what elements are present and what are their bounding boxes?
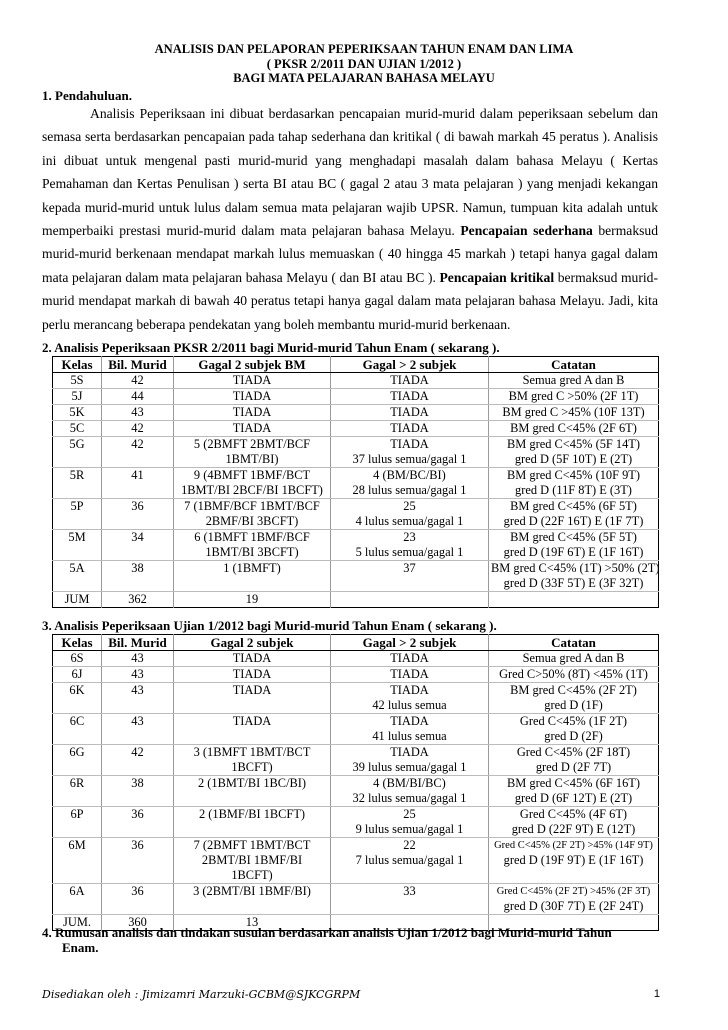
- cell-gagal-lebih-2: [331, 884, 489, 915]
- para-bold-sederhana: Pencapaian sederhana: [460, 223, 593, 239]
- cell-kelas: 5M: [53, 530, 102, 561]
- table-header-row: [53, 635, 659, 651]
- cell-catatan-line: gred D (30F 7T) E (2F 24T): [503, 899, 644, 913]
- section-4-heading: [42, 925, 662, 955]
- table-row: [53, 437, 659, 468]
- section-2-heading: 2. Analisis Peperiksaan PKSR 2/2011 bagi Murid-murid Tahun Enam ( sekarang ).: [42, 340, 500, 355]
- cell-gagal-2-line: 2BMF/BI 3BCFT): [205, 514, 299, 528]
- cell-bil-murid: 36: [102, 499, 174, 530]
- cell-gagal-2: [174, 468, 331, 499]
- cell-gagal-lebih-2-line: TIADA: [390, 667, 429, 681]
- cell-bil-murid: 42: [102, 373, 174, 389]
- title-line-2: ( PKSR 2/2011 DAN UJIAN 1/2012 ): [266, 56, 462, 71]
- cell-bil-murid: 34: [102, 530, 174, 561]
- cell-gagal-lebih-2-line: TIADA: [390, 714, 429, 728]
- cell-gagal-lebih-2: [331, 667, 489, 683]
- cell-gagal-lebih-2-line: TIADA: [390, 745, 429, 759]
- cell-gagal-2-line: 1BMT/BI 3BCFT): [205, 545, 299, 559]
- para-text-b: bermaksud murid-murid berkenaan mendapat markah lulus memuaskan ( 40 hingga 45 markah ) tetapi hanya gagal dalam mata pelajaran dalam mata pelajaran bahasa Melayu ( dan BI atau BC ).: [42, 223, 658, 285]
- cell-gagal-lebih-2-line: 4 lulus semua/gagal 1: [355, 514, 464, 528]
- cell-catatan: [489, 468, 659, 499]
- cell-gagal-lebih-2: [331, 421, 489, 437]
- cell-catatan-line: Gred C<45% (2F 18T): [516, 745, 631, 759]
- cell-kelas: 6R: [53, 776, 102, 807]
- cell-gagal-lebih-2-line: 4 (BM/BI/BC): [373, 776, 446, 790]
- cell-gagal-lebih-2-line: 25: [403, 807, 416, 821]
- table-row: [53, 530, 659, 561]
- table-row: [53, 745, 659, 776]
- col-bil-murid: Bil. Murid: [102, 635, 174, 651]
- table-header-row: [53, 357, 659, 373]
- cell-gagal-lebih-2-line: 4 (BM/BC/BI): [373, 468, 446, 482]
- cell-gagal-lebih-2-line: 33: [403, 884, 416, 898]
- total-cell-catatan: [489, 592, 659, 608]
- cell-bil-murid: 42: [102, 421, 174, 437]
- cell-gagal-2-line: TIADA: [232, 421, 272, 435]
- cell-gagal-2-line: 5 (2BMFT 2BMT/BCF: [193, 437, 311, 451]
- cell-gagal-2-line: TIADA: [232, 667, 272, 681]
- cell-catatan: [489, 405, 659, 421]
- cell-catatan-line: gred D (22F 9T) E (12T): [511, 822, 636, 836]
- cell-gagal-2-line: 3 (1BMFT 1BMT/BCT: [193, 745, 311, 759]
- cell-catatan-line: gred D (5F 10T) E (2T): [514, 452, 633, 466]
- cell-gagal-lebih-2: [331, 807, 489, 838]
- cell-gagal-2: [174, 530, 331, 561]
- cell-catatan-line: gred D (6F 12T) E (2T): [514, 791, 633, 805]
- table-row: [53, 714, 659, 745]
- cell-gagal-lebih-2-line: TIADA: [390, 389, 429, 403]
- cell-gagal-lebih-2: [331, 530, 489, 561]
- cell-catatan-line: BM gred C<45% (6F 5T): [510, 499, 637, 513]
- cell-bil-murid: 44: [102, 389, 174, 405]
- cell-gagal-2-line: 1BMT/BI): [225, 452, 279, 466]
- cell-gagal-lebih-2-line: 32 lulus semua/gagal 1: [352, 791, 467, 805]
- cell-gagal-lebih-2: [331, 389, 489, 405]
- cell-catatan-line: Gred C>50% (8T) <45% (1T): [499, 667, 648, 681]
- table-row: [53, 421, 659, 437]
- cell-gagal-lebih-2-line: 28 lulus semua/gagal 1: [352, 483, 467, 497]
- col-gagal-lebih-2: Gagal > 2 subjek: [331, 357, 489, 373]
- col-kelas: Kelas: [53, 357, 102, 373]
- cell-kelas: 5S: [53, 373, 102, 389]
- col-gagal-lebih-2: Gagal > 2 subjek: [331, 635, 489, 651]
- cell-gagal-lebih-2-line: 25: [403, 499, 416, 513]
- cell-gagal-lebih-2-line: TIADA: [390, 437, 429, 451]
- cell-gagal-2: [174, 884, 331, 915]
- pksr-analysis-table: [52, 356, 659, 608]
- cell-kelas: 6P: [53, 807, 102, 838]
- cell-gagal-lebih-2-line: TIADA: [390, 683, 429, 697]
- section-1-paragraph: [42, 102, 658, 336]
- cell-gagal-2: [174, 421, 331, 437]
- cell-bil-murid: 43: [102, 405, 174, 421]
- cell-gagal-2: [174, 651, 331, 667]
- cell-gagal-lebih-2-line: 23: [403, 530, 416, 544]
- table-row: [53, 807, 659, 838]
- cell-gagal-lebih-2: [331, 561, 489, 592]
- cell-gagal-lebih-2: [331, 373, 489, 389]
- cell-gagal-2-line: TIADA: [232, 373, 272, 387]
- table-row: [53, 651, 659, 667]
- cell-gagal-lebih-2-line: 39 lulus semua/gagal 1: [352, 760, 467, 774]
- table-row: [53, 884, 659, 915]
- cell-catatan-line: gred D (11F 8T) E (3T): [515, 483, 632, 497]
- cell-bil-murid: 36: [102, 838, 174, 884]
- cell-gagal-2: [174, 776, 331, 807]
- cell-catatan-line: BM gred C >50% (2F 1T): [508, 389, 639, 403]
- cell-gagal-2-line: TIADA: [232, 389, 272, 403]
- cell-bil-murid: 41: [102, 468, 174, 499]
- cell-gagal-lebih-2: [331, 405, 489, 421]
- cell-catatan-line: gred D (2F 7T): [535, 760, 612, 774]
- para-text-c: bermaksud murid-murid mendapat markah di bawah 40 peratus tetapi hanya gagal dalam mata pelajaran bahasa Melayu. Jadi, kita perlu merancang beberapa pendekatan yang boleh membantu murid-murid berkenaan.: [42, 269, 658, 332]
- cell-catatan-line: BM gred C >45% (10F 13T): [502, 405, 645, 419]
- cell-catatan: [489, 373, 659, 389]
- cell-catatan-line: gred D (19F 9T) E (1F 16T): [503, 853, 644, 867]
- section-4-heading-line-1: 4. Rumusan analisis dan tindakan susulan berdasarkan analisis Ujian 1/2012 bagi Murid-murid Tahun: [42, 925, 612, 940]
- cell-kelas: 5J: [53, 389, 102, 405]
- cell-gagal-lebih-2-line: 42 lulus semua: [372, 698, 447, 712]
- cell-catatan-line: BM gred C<45% (5F 5T): [510, 530, 637, 544]
- total-cell-bil-murid: 362: [102, 592, 174, 608]
- cell-gagal-2-line: 1BMT/BI 2BCF/BI 1BCFT): [181, 483, 323, 497]
- cell-catatan: [489, 745, 659, 776]
- cell-catatan-line: gred D (33F 5T) E (3F 32T): [503, 576, 644, 590]
- cell-catatan-line: gred D (19F 6T) E (1F 16T): [503, 545, 644, 559]
- title-line-1: ANALISIS DAN PELAPORAN PEPERIKSAAN TAHUN ENAM DAN LIMA: [154, 42, 574, 56]
- section-3-heading: 3. Analisis Peperiksaan Ujian 1/2012 bagi Murid-murid Tahun Enam ( sekarang ).: [42, 618, 497, 633]
- section-1-heading: 1. Pendahuluan.: [42, 88, 132, 103]
- cell-catatan-line: gred D (22F 16T) E (1F 7T): [503, 514, 644, 528]
- cell-gagal-2-line: 7 (1BMF/BCF 1BMT/BCF: [184, 499, 320, 513]
- title-line-3: BAGI MATA PELAJARAN BAHASA MELAYU: [233, 71, 495, 85]
- cell-gagal-2-line: 7 (2BMFT 1BMT/BCT: [193, 838, 311, 852]
- table-row: [53, 776, 659, 807]
- page-footer: [42, 988, 660, 1001]
- cell-gagal-2: [174, 405, 331, 421]
- cell-gagal-2: [174, 667, 331, 683]
- cell-bil-murid: 43: [102, 667, 174, 683]
- cell-gagal-lebih-2-line: 41 lulus semua: [372, 729, 447, 743]
- cell-gagal-2-line: TIADA: [232, 714, 272, 728]
- cell-catatan: [489, 838, 659, 884]
- cell-gagal-2: [174, 714, 331, 745]
- cell-gagal-lebih-2: [331, 683, 489, 714]
- cell-gagal-2: [174, 838, 331, 884]
- cell-bil-murid: 36: [102, 884, 174, 915]
- cell-catatan-line: gred D (2F): [544, 729, 603, 743]
- cell-catatan-line: Gred C<45% (1F 2T): [519, 714, 628, 728]
- section-4-heading-line-2: Enam.: [62, 940, 99, 955]
- cell-catatan: [489, 807, 659, 838]
- cell-catatan: [489, 499, 659, 530]
- cell-kelas: 5R: [53, 468, 102, 499]
- cell-gagal-lebih-2: [331, 651, 489, 667]
- table-row: [53, 405, 659, 421]
- table-row: [53, 667, 659, 683]
- para-bold-kritikal: Pencapaian kritikal: [439, 269, 555, 285]
- cell-gagal-2: [174, 807, 331, 838]
- cell-catatan-line: BM gred C<45% (2F 2T): [510, 683, 637, 697]
- cell-gagal-2-line: TIADA: [232, 651, 272, 665]
- cell-catatan-line: Semua gred A dan B: [522, 373, 625, 387]
- cell-kelas: 6S: [53, 651, 102, 667]
- cell-gagal-lebih-2: [331, 714, 489, 745]
- cell-gagal-2-line: TIADA: [232, 405, 272, 419]
- cell-kelas: 6G: [53, 745, 102, 776]
- cell-kelas: 6K: [53, 683, 102, 714]
- cell-gagal-lebih-2-line: 37: [403, 561, 416, 575]
- cell-gagal-2-line: 1BCFT): [231, 760, 273, 774]
- cell-gagal-lebih-2-line: TIADA: [390, 373, 429, 387]
- cell-gagal-2-line: TIADA: [232, 683, 272, 697]
- cell-gagal-lebih-2-line: 37 lulus semua/gagal 1: [352, 452, 467, 466]
- cell-gagal-lebih-2-line: 22: [403, 838, 416, 852]
- total-cell-kelas: JUM: [53, 592, 102, 608]
- cell-catatan: [489, 714, 659, 745]
- cell-gagal-lebih-2: [331, 468, 489, 499]
- total-cell-gagal-lebih-2: [331, 592, 489, 608]
- cell-gagal-lebih-2-line: TIADA: [390, 651, 429, 665]
- cell-bil-murid: 43: [102, 714, 174, 745]
- cell-gagal-2-line: 1BCFT): [231, 868, 273, 882]
- table-row: [53, 373, 659, 389]
- cell-catatan-line: BM gred C<45% (5F 14T): [507, 437, 640, 451]
- cell-bil-murid: 42: [102, 745, 174, 776]
- table-row: [53, 468, 659, 499]
- cell-gagal-lebih-2-line: 9 lulus semua/gagal 1: [355, 822, 464, 836]
- cell-catatan-line: Gred C<45% (2F 2T) >45% (14F 9T): [494, 840, 653, 851]
- cell-catatan-line: BM gred C<45% (10F 9T): [507, 468, 640, 482]
- cell-gagal-2: [174, 745, 331, 776]
- cell-catatan: [489, 437, 659, 468]
- table-row: [53, 561, 659, 592]
- cell-gagal-lebih-2-line: TIADA: [390, 421, 429, 435]
- cell-gagal-lebih-2: [331, 838, 489, 884]
- cell-gagal-lebih-2: [331, 776, 489, 807]
- page-number: 1: [653, 988, 660, 1000]
- cell-catatan-line: Semua gred A dan B: [522, 651, 625, 665]
- cell-kelas: 5K: [53, 405, 102, 421]
- cell-catatan-line: Gred C<45% (2F 2T) >45% (2F 3T): [496, 886, 651, 897]
- col-catatan: Catatan: [489, 357, 659, 373]
- table-row: [53, 838, 659, 884]
- cell-gagal-2: [174, 389, 331, 405]
- col-kelas: Kelas: [53, 635, 102, 651]
- cell-catatan: [489, 421, 659, 437]
- cell-catatan: [489, 651, 659, 667]
- col-catatan: Catatan: [489, 635, 659, 651]
- para-text-a: Analisis Peperiksaan ini dibuat berdasarkan pencapaian murid-murid dalam peperiksaan sebelum dan semasa serta berdasarkan pencapaian pada tahap sederhana dan kritikal ( di bawah markah 45 peratus ). Analisis ini dibuat untuk mengenal pasti murid-murid yang menghadapi masalah dalam bahasa Melayu ( Kertas Pemahaman dan Kertas Penulisan ) serta BI atau BC ( gagal 2 atau 3 mata pelajaran ) yang menjadi kekangan kepada murid-murid untuk lulus dalam semua mata pelajaran wajib UPSR. Namun, tumpuan kita adalah untuk memperbaiki prestasi murid-murid dalam mata pelajaran bahasa Melayu.: [42, 106, 658, 239]
- cell-kelas: 6M: [53, 838, 102, 884]
- cell-gagal-lebih-2: [331, 745, 489, 776]
- table-row: [53, 499, 659, 530]
- cell-catatan-line: BM gred C<45% (1T) >50% (2T): [491, 561, 660, 575]
- cell-gagal-lebih-2-line: 5 lulus semua/gagal 1: [355, 545, 464, 559]
- cell-catatan: [489, 667, 659, 683]
- cell-gagal-2-line: 2 (1BMF/BI 1BCFT): [198, 807, 306, 821]
- cell-gagal-2-line: 1 (1BMFT): [223, 561, 281, 575]
- table-row: [53, 683, 659, 714]
- cell-catatan: [489, 389, 659, 405]
- cell-catatan: [489, 884, 659, 915]
- total-cell-gagal-2: 19: [174, 592, 331, 608]
- cell-bil-murid: 38: [102, 561, 174, 592]
- cell-catatan-line: gred D (1F): [544, 698, 603, 712]
- cell-gagal-2: [174, 683, 331, 714]
- cell-catatan: [489, 776, 659, 807]
- cell-catatan-line: Gred C<45% (4F 6T): [519, 807, 628, 821]
- prepared-by: Disediakan oleh : Jimizamri Marzuki-GCBM@SJKCGRPM: [42, 988, 361, 1001]
- cell-bil-murid: 38: [102, 776, 174, 807]
- ujian-analysis-table: [52, 634, 659, 931]
- cell-gagal-lebih-2: [331, 499, 489, 530]
- total-row: [53, 592, 659, 608]
- col-gagal-2: Gagal 2 subjek: [174, 635, 331, 651]
- document-title: [0, 0, 728, 86]
- cell-bil-murid: 43: [102, 683, 174, 714]
- cell-catatan-line: BM gred C<45% (2F 6T): [510, 421, 637, 435]
- cell-gagal-2-line: 9 (4BMFT 1BMF/BCT: [193, 468, 311, 482]
- cell-catatan: [489, 683, 659, 714]
- cell-bil-murid: 36: [102, 807, 174, 838]
- cell-kelas: 5G: [53, 437, 102, 468]
- table-row: [53, 389, 659, 405]
- cell-kelas: 6C: [53, 714, 102, 745]
- cell-kelas: 5P: [53, 499, 102, 530]
- cell-kelas: 6A: [53, 884, 102, 915]
- cell-gagal-lebih-2-line: 7 lulus semua/gagal 1: [355, 853, 464, 867]
- cell-catatan: [489, 530, 659, 561]
- total-cell-gagal-2: 13: [174, 915, 331, 931]
- cell-gagal-2-line: 6 (1BMFT 1BMF/BCF: [194, 530, 310, 544]
- cell-gagal-lebih-2: [331, 437, 489, 468]
- col-bil-murid: Bil. Murid: [102, 357, 174, 373]
- cell-gagal-2: [174, 437, 331, 468]
- cell-kelas: 5C: [53, 421, 102, 437]
- cell-gagal-2: [174, 561, 331, 592]
- cell-gagal-2: [174, 499, 331, 530]
- cell-catatan: [489, 561, 659, 592]
- cell-gagal-2-line: 3 (2BMT/BI 1BMF/BI): [193, 884, 311, 898]
- cell-bil-murid: 43: [102, 651, 174, 667]
- cell-bil-murid: 42: [102, 437, 174, 468]
- cell-gagal-2-line: 2 (1BMT/BI 1BC/BI): [197, 776, 307, 790]
- total-cell-kelas: JUM.: [53, 915, 102, 931]
- col-gagal-2: Gagal 2 subjek BM: [174, 357, 331, 373]
- cell-kelas: 5A: [53, 561, 102, 592]
- total-cell-bil-murid: 360: [102, 915, 174, 931]
- cell-catatan-line: BM gred C<45% (6F 16T): [507, 776, 640, 790]
- cell-kelas: 6J: [53, 667, 102, 683]
- cell-gagal-2-line: 2BMT/BI 1BMF/BI: [201, 853, 303, 867]
- cell-gagal-2: [174, 373, 331, 389]
- cell-gagal-lebih-2-line: TIADA: [390, 405, 429, 419]
